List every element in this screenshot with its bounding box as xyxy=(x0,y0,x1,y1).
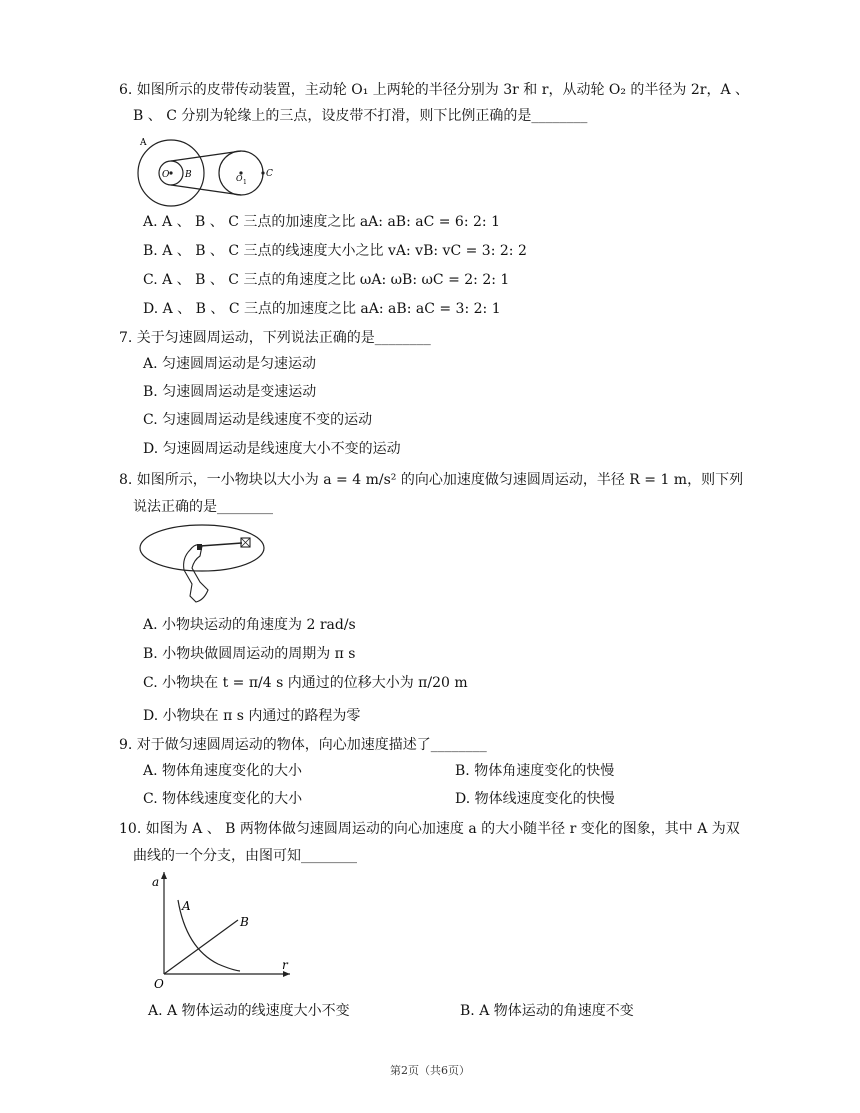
label-O1-sub: 1 xyxy=(243,179,247,186)
q6-option-a: A. A 、 B 、 C 三点的加速度之比 aA: aB: aC = 6: 2: 1 xyxy=(143,214,500,230)
q10-option-b: B. A 物体运动的角速度不变 xyxy=(460,1003,634,1019)
q9-option-a: A. 物体角速度变化的大小 xyxy=(143,763,303,779)
page-footer: 第2页（共6页） xyxy=(390,1064,470,1077)
q7-option-b: B. 匀速圆周运动是变速运动 xyxy=(143,384,317,400)
q7-option-d: D. 匀速圆周运动是线速度大小不变的运动 xyxy=(143,441,401,457)
q8-option-c: C. 小物块在 t = π/4 s 内通过的位移大小为 π/20 m xyxy=(143,675,468,691)
label-C: C xyxy=(266,169,273,179)
q9-option-b: B. 物体角速度变化的快慢 xyxy=(455,763,615,779)
question-10-text-line2: 曲线的一个分支，由图可知________ xyxy=(133,848,357,864)
q10-option-a: A. A 物体运动的线速度大小不变 xyxy=(148,1003,350,1019)
pulley-figure xyxy=(135,133,275,209)
q9-option-c: C. 物体线速度变化的大小 xyxy=(143,791,303,807)
label-curve-A: A xyxy=(182,899,191,913)
q6-option-b: B. A 、 B 、 C 三点的线速度大小之比 vA: vB: vC = 3: 2: 2 xyxy=(143,243,527,259)
question-7-text: 7. 关于匀速圆周运动，下列说法正确的是________ xyxy=(119,330,431,346)
label-O: O xyxy=(162,170,170,180)
origin-label: O xyxy=(154,977,164,990)
label-B: B xyxy=(185,170,192,180)
question-6-text-line1: 6. 如图所示的皮带传动装置，主动轮 O₁ 上两轮的半径分别为 3r 和 r，从动轮 O₂ 的半径为 2r，A 、 xyxy=(119,82,750,98)
q7-option-a: A. 匀速圆周运动是匀速运动 xyxy=(143,356,317,372)
label-O1: O xyxy=(236,174,243,183)
belt-bottom xyxy=(171,185,241,195)
string xyxy=(200,543,242,546)
label-line-B: B xyxy=(240,915,249,929)
question-8-text-line2: 说法正确的是________ xyxy=(133,499,273,515)
question-8-text-line1: 8. 如图所示，一小物块以大小为 a = 4 m/s² 的向心加速度做匀速圆周运动，半径 R = 1 m，则下列 xyxy=(119,472,744,488)
q6-option-c: C. A 、 B 、 C 三点的角速度之比 ωA: ωB: ωC = 2: 2: 1 xyxy=(143,272,510,288)
q8-option-d: D. 小物块在 π s 内通过的路程为零 xyxy=(143,708,361,724)
q8-option-b: B. 小物块做圆周运动的周期为 π s xyxy=(143,646,356,662)
question-6-text-line2: B 、 C 分别为轮缘上的三点，设皮带不打滑，则下比例正确的是________ xyxy=(133,108,588,124)
q8-option-a: A. 小物块运动的角速度为 2 rad/s xyxy=(143,617,356,633)
axis-label-r: r xyxy=(282,958,288,972)
question-10-text-line1: 10. 如图为 A 、 B 两物体做匀速圆周运动的向心加速度 a 的大小随半径 r 变化的图象，其中 A 为双 xyxy=(119,821,740,837)
question-9-text: 9. 对于做匀速圆周运动的物体，向心加速度描述了________ xyxy=(119,737,487,753)
rotating-block-figure xyxy=(138,520,268,610)
q9-option-d: D. 物体线速度变化的快慢 xyxy=(455,791,615,807)
label-A: A xyxy=(140,138,147,148)
line-B xyxy=(164,920,238,974)
belt-top xyxy=(171,151,241,161)
acceleration-radius-graph xyxy=(148,868,298,990)
axis-label-a: a xyxy=(152,875,160,889)
q6-option-d: D. A 、 B 、 C 三点的加速度之比 aA: aB: aC = 3: 2: 1 xyxy=(143,301,501,317)
hand xyxy=(184,545,208,602)
q7-option-c: C. 匀速圆周运动是线速度不变的运动 xyxy=(143,412,373,428)
